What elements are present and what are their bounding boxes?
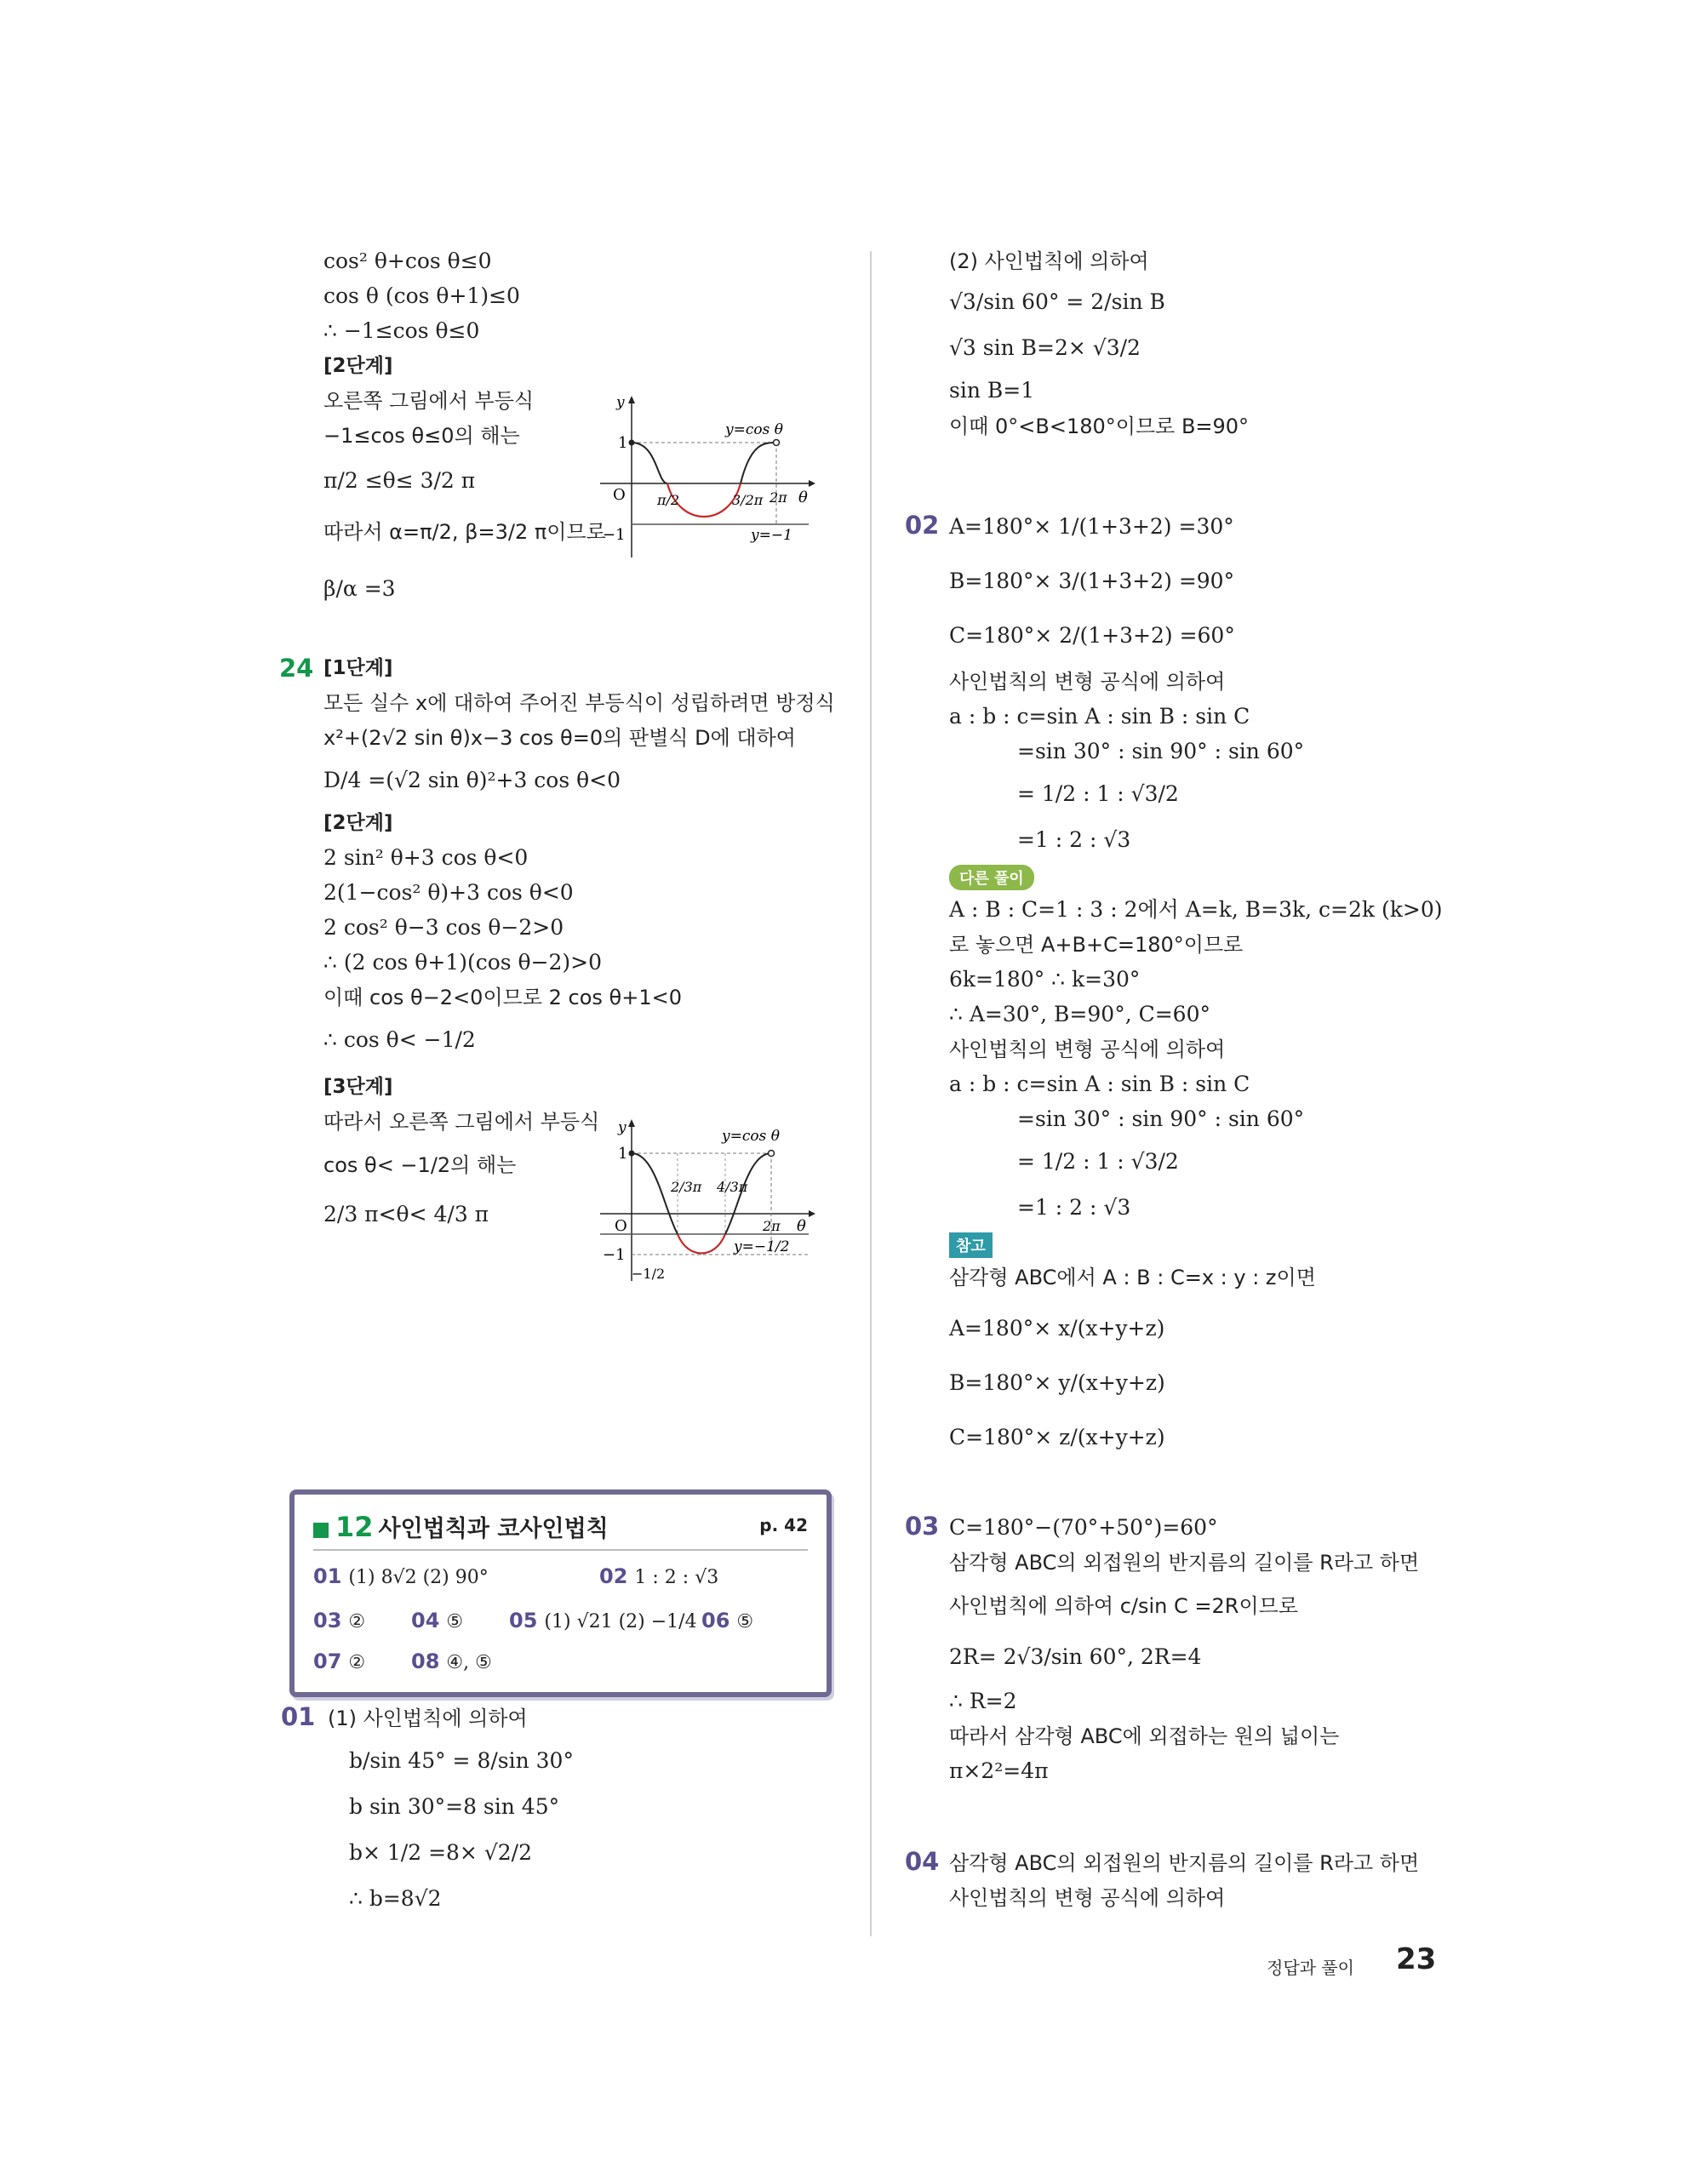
text-line: cos θ (cos θ+1)≤0 xyxy=(323,283,520,308)
alt-solution-badge: 다른 풀이 xyxy=(949,865,1034,890)
tick-label: 3/2π xyxy=(732,492,764,508)
text-line: √3 sin B=2× √3/2 xyxy=(949,335,1141,360)
line-label: y=−1/2 xyxy=(734,1238,790,1255)
text-line: √3/sin 60° = 2/sin B xyxy=(949,289,1165,314)
page-number: 23 xyxy=(1396,1942,1437,1976)
text-line: =sin 30° : sin 90° : sin 60° xyxy=(1017,739,1305,763)
text-line: A=180°× 1/(1+3+2) =30° xyxy=(949,514,1234,539)
axis-label: y xyxy=(618,1119,626,1136)
box-title xyxy=(313,1510,609,1543)
text-line: sin B=1 xyxy=(949,378,1035,403)
cos-graph-2 xyxy=(596,1115,817,1285)
text-line: 이때 0°<B<180°이므로 B=90° xyxy=(949,415,1250,438)
text-line: 사인법칙의 변형 공식에 의하여 xyxy=(949,1038,1226,1061)
text-line: 로 놓으면 A+B+C=180°이므로 xyxy=(949,933,1244,957)
text-line: a : b : c=sin A : sin B : sin C xyxy=(949,704,1250,729)
text-line: 따라서 α=π/2, β=3/2 π이므로 xyxy=(323,520,606,544)
text-line: 오른쪽 그림에서 부등식 xyxy=(323,389,535,413)
text-line: ∴ R=2 xyxy=(949,1689,1017,1713)
step-label: [2단계] xyxy=(323,355,393,377)
question-number: 04 xyxy=(905,1847,940,1876)
text-line: ∴ cos θ< −1/2 xyxy=(323,1027,476,1052)
tick-label: π/2 xyxy=(657,492,680,508)
text-line: a : b : c=sin A : sin B : sin C xyxy=(949,1072,1250,1096)
text-line: A=180°× x/(x+y+z) xyxy=(949,1316,1165,1341)
axis-label: θ xyxy=(797,1217,806,1235)
text-line: 사인법칙에 의하여 c/sin C =2R이므로 xyxy=(949,1594,1299,1618)
page-reference: p. 42 xyxy=(759,1515,808,1535)
answer-item: 03 ② xyxy=(313,1609,366,1632)
text-line: (1) 사인법칙에 의하여 xyxy=(328,1707,528,1730)
cos-graph-1 xyxy=(596,392,817,562)
tick-label: −1 xyxy=(603,526,626,544)
reference-badge: 참고 xyxy=(949,1232,993,1258)
tick-label: 2π xyxy=(769,489,787,506)
text-line: 2/3 π<θ< 4/3 π xyxy=(323,1202,489,1226)
text-line: =1 : 2 : √3 xyxy=(1017,1195,1131,1220)
tick-label: 1 xyxy=(618,434,628,452)
answer-summary-box xyxy=(289,1489,832,1697)
text-line: = 1/2 : 1 : √3/2 xyxy=(1017,1149,1179,1174)
footer-label: 정답과 풀이 xyxy=(1267,1958,1354,1978)
text-line: C=180°× z/(x+y+z) xyxy=(949,1425,1165,1449)
text-line: =1 : 2 : √3 xyxy=(1017,827,1131,852)
tick-label: −1 xyxy=(603,1246,626,1264)
text-line: A : B : C=1 : 3 : 2에서 A=k, B=3k, c=2k (k>0) xyxy=(949,897,1443,922)
text-line: 따라서 삼각형 ABC에 외접하는 원의 넓이는 xyxy=(949,1724,1340,1748)
text-line: b/sin 45° = 8/sin 30° xyxy=(349,1748,574,1773)
answer-item: 07 ② xyxy=(313,1649,366,1673)
answer-item: 01 (1) 8√2 (2) 90° xyxy=(313,1564,489,1588)
text-line: cos θ< −1/2의 해는 xyxy=(323,1153,517,1177)
text-line: 2(1−cos² θ)+3 cos θ<0 xyxy=(323,880,574,905)
text-line: 6k=180° ∴ k=30° xyxy=(949,967,1141,992)
text-line: 삼각형 ABC의 외접원의 반지름의 길이를 R라고 하면 xyxy=(949,1551,1420,1575)
step-label: [2단계] xyxy=(323,812,393,834)
text-line: B=180°× 3/(1+3+2) =90° xyxy=(949,569,1235,593)
text-line: =sin 30° : sin 90° : sin 60° xyxy=(1017,1106,1305,1131)
text-line: b× 1/2 =8× √2/2 xyxy=(349,1840,532,1865)
answer-item: 06 ⑤ xyxy=(701,1609,754,1632)
text-line: β/α =3 xyxy=(323,576,396,601)
question-number: 03 xyxy=(905,1512,940,1541)
text-line: 사인법칙의 변형 공식에 의하여 xyxy=(949,1886,1226,1910)
curve-label: y=cos θ xyxy=(722,1128,780,1145)
origin-label: O xyxy=(613,486,626,504)
text-line: ∴ A=30°, B=90°, C=60° xyxy=(949,1002,1210,1026)
question-number: 01 xyxy=(281,1702,316,1731)
tick-label: 4/3π xyxy=(717,1179,748,1195)
text-line: C=180°× 2/(1+3+2) =60° xyxy=(949,623,1235,648)
section-number: 12 xyxy=(335,1511,374,1543)
axis-label: θ xyxy=(798,489,808,506)
tick-label: 2/3π xyxy=(671,1179,702,1195)
text-line: 삼각형 ABC에서 A : B : C=x : y : z이면 xyxy=(949,1266,1316,1289)
answer-item: 05 (1) √21 (2) −1/4 xyxy=(509,1609,697,1632)
step-label: [1단계] xyxy=(323,657,393,679)
text-line: (2) 사인법칙에 의하여 xyxy=(949,249,1149,273)
text-line: B=180°× y/(x+y+z) xyxy=(949,1370,1165,1395)
question-number: 24 xyxy=(279,654,314,683)
text-line: x²+(2√2 sin θ)x−3 cos θ=0의 판별식 D에 대하여 xyxy=(323,726,796,750)
line-label: y=−1 xyxy=(751,527,792,544)
answer-item: 08 ④, ⑤ xyxy=(411,1649,492,1673)
text-line: 삼각형 ABC의 외접원의 반지름의 길이를 R라고 하면 xyxy=(949,1851,1420,1875)
column-divider xyxy=(870,251,872,1936)
tick-label: 2π xyxy=(763,1218,781,1234)
text-line: 2 cos² θ−3 cos θ−2>0 xyxy=(323,915,564,940)
tick-label: 1 xyxy=(618,1145,628,1163)
text-line: 2 sin² θ+3 cos θ<0 xyxy=(323,845,529,870)
text-line: b sin 30°=8 sin 45° xyxy=(349,1794,560,1819)
answer-item: 02 1 : 2 : √3 xyxy=(599,1564,719,1588)
text-line: 사인법칙의 변형 공식에 의하여 xyxy=(949,670,1226,694)
text-line: π/2 ≤θ≤ 3/2 π xyxy=(323,468,476,493)
divider xyxy=(313,1549,808,1551)
text-line: ∴ −1≤cos θ≤0 xyxy=(323,318,480,343)
text-line: D/4 =(√2 sin θ)²+3 cos θ<0 xyxy=(323,768,621,792)
text-line: = 1/2 : 1 : √3/2 xyxy=(1017,781,1179,806)
section-marker-icon xyxy=(313,1523,329,1538)
text-line: ∴ b=8√2 xyxy=(349,1886,442,1911)
text-line: ∴ (2 cos θ+1)(cos θ−2)>0 xyxy=(323,950,603,975)
text-line: π×2²=4π xyxy=(949,1758,1049,1783)
text-line: −1≤cos θ≤0의 해는 xyxy=(323,424,520,448)
answer-item: 04 ⑤ xyxy=(411,1609,464,1632)
origin-label: O xyxy=(615,1217,627,1235)
curve-label: y=cos θ xyxy=(725,421,783,438)
text-line: 모든 실수 x에 대하여 주어진 부등식이 성립하려면 방정식 xyxy=(323,691,835,715)
text-line: cos² θ+cos θ≤0 xyxy=(323,249,492,273)
tick-label: −1/2 xyxy=(632,1266,666,1282)
text-line: 이때 cos θ−2<0이므로 2 cos θ+1<0 xyxy=(323,986,682,1009)
axis-label: y xyxy=(616,394,625,411)
section-title: 사인법칙과 코사인법칙 xyxy=(378,1516,609,1542)
step-label: [3단계] xyxy=(323,1076,393,1098)
text-line: 따라서 오른쪽 그림에서 부등식 xyxy=(323,1110,600,1134)
text-line: C=180°−(70°+50°)=60° xyxy=(949,1515,1218,1540)
question-number: 02 xyxy=(905,511,940,540)
text-line: 2R= 2√3/sin 60°, 2R=4 xyxy=(949,1644,1202,1669)
